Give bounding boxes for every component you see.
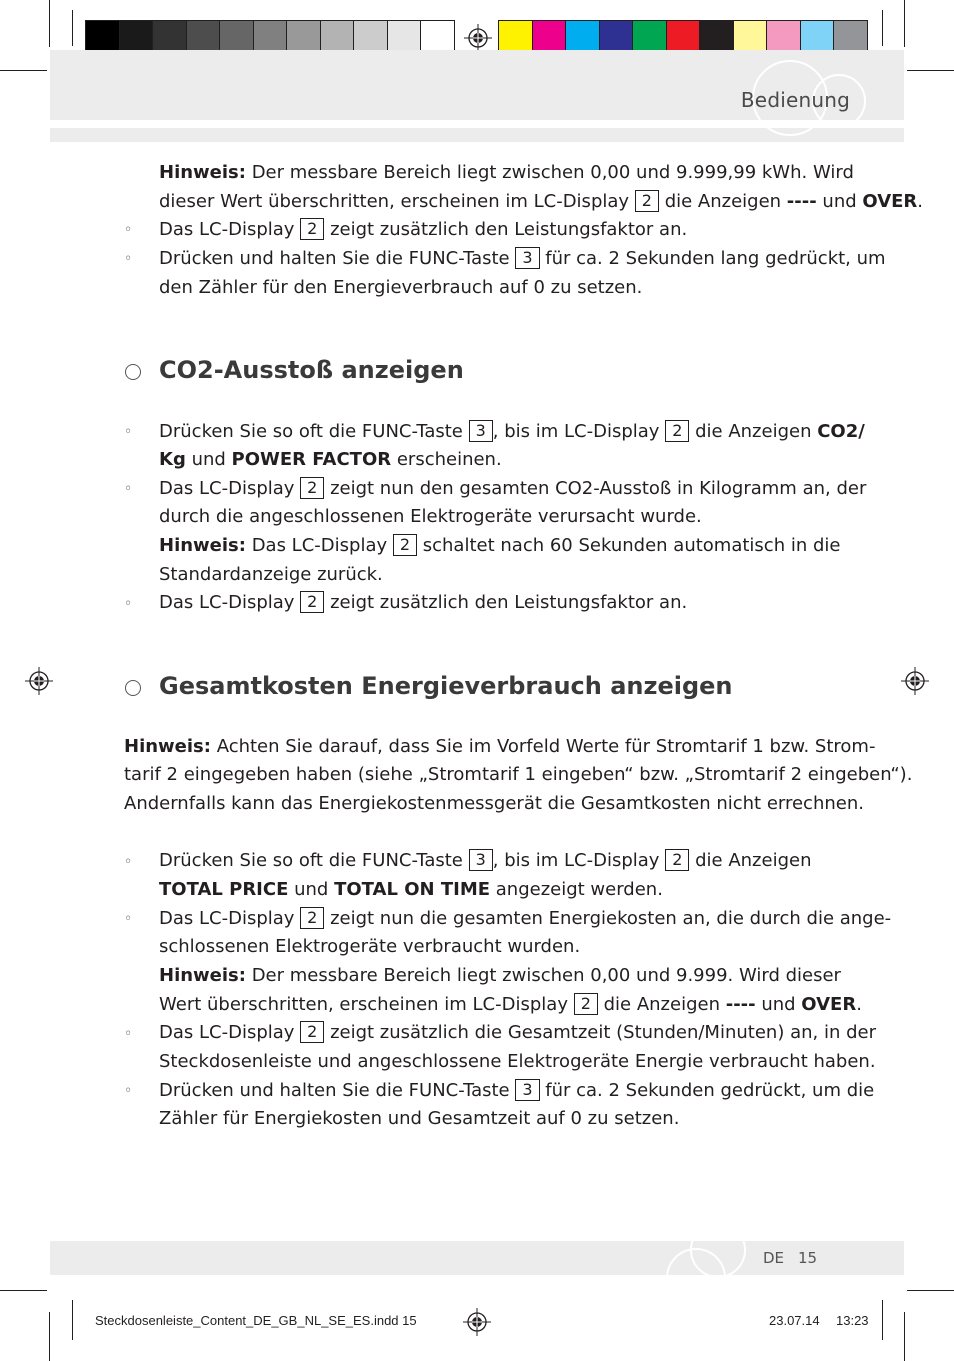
display-ref: 2 bbox=[635, 190, 659, 212]
note-line: Hinweis: Das LC-Display 2 schaltet nach 60 Sekunden automatisch in die bbox=[159, 535, 841, 556]
display-ref: 2 bbox=[300, 1021, 324, 1043]
display-ref: 2 bbox=[300, 591, 324, 613]
crop-mark bbox=[882, 10, 883, 46]
decorative-circle bbox=[690, 1222, 746, 1278]
page-number: 15 bbox=[798, 1249, 818, 1267]
note-line: dieser Wert überschritten, erscheinen im LC-Display 2 die Anzeigen ---- und OVER. bbox=[159, 191, 924, 212]
list-item-cont: Kg und POWER FACTOR erscheinen. bbox=[159, 449, 502, 470]
display-ref: 2 bbox=[665, 849, 689, 871]
heading-circle-icon bbox=[125, 364, 141, 380]
display-ref: 2 bbox=[665, 420, 689, 442]
list-item: Das LC-Display 2 zeigt nun die gesamten Energiekosten an, die durch die ange- bbox=[159, 908, 892, 929]
crop-mark bbox=[907, 1290, 954, 1291]
list-item: Drücken und halten Sie die FUNC-Taste 3 für ca. 2 Sekunden lang gedrückt, um bbox=[159, 248, 886, 269]
list-item-cont: durch die angeschlossenen Elektrogeräte verursacht wurde. bbox=[159, 506, 702, 527]
bullet-icon: ◦ bbox=[124, 424, 133, 440]
crop-mark bbox=[0, 70, 47, 71]
list-item: Das LC-Display 2 zeigt nun den gesamten CO2-Ausstoß in Kilogramm an, der bbox=[159, 478, 867, 499]
section-heading: CO2-Ausstoß anzeigen bbox=[159, 356, 464, 384]
note-line: Wert überschritten, erscheinen im LC-Display 2 die Anzeigen ---- und OVER. bbox=[159, 994, 862, 1015]
bullet-icon: ◦ bbox=[124, 1083, 133, 1099]
list-item: Drücken Sie so oft die FUNC-Taste 3 , bis im LC-Display 2 die Anzeigen bbox=[159, 850, 812, 871]
key-ref: 3 bbox=[469, 420, 493, 442]
list-item-cont: TOTAL PRICE und TOTAL ON TIME angezeigt werden. bbox=[159, 879, 663, 900]
note-line: Standardanzeige zurück. bbox=[159, 564, 383, 585]
crop-mark bbox=[907, 70, 954, 71]
list-item: Drücken und halten Sie die FUNC-Taste 3 für ca. 2 Sekunden gedrückt, um die bbox=[159, 1080, 875, 1101]
key-ref: 3 bbox=[515, 247, 539, 269]
display-ref: 2 bbox=[393, 534, 417, 556]
crop-mark bbox=[0, 1290, 47, 1291]
slug-time: 13:23 bbox=[836, 1313, 869, 1328]
key-ref: 3 bbox=[515, 1079, 539, 1101]
registration-mark-icon bbox=[464, 24, 492, 52]
display-ref: 2 bbox=[300, 218, 324, 240]
bullet-icon: ◦ bbox=[124, 222, 133, 238]
list-item: Drücken Sie so oft die FUNC-Taste 3 , bis im LC-Display 2 die Anzeigen CO2/ bbox=[159, 421, 865, 442]
crop-mark bbox=[72, 1300, 73, 1340]
crop-mark bbox=[904, 1312, 905, 1361]
note-paragraph: Hinweis: Achten Sie darauf, dass Sie im Vorfeld Werte für Stromtarif 1 bzw. Strom- bbox=[124, 736, 876, 757]
display-ref: 2 bbox=[300, 907, 324, 929]
list-item-cont: schlossenen Elektrogeräte verbraucht wurden. bbox=[159, 936, 581, 957]
registration-mark-icon bbox=[25, 667, 53, 695]
crop-mark bbox=[72, 10, 73, 46]
note-paragraph: Andernfalls kann das Energiekostenmessgerät die Gesamtkosten nicht errechnen. bbox=[124, 793, 864, 814]
bullet-icon: ◦ bbox=[124, 911, 133, 927]
section-heading: Gesamtkosten Energieverbrauch anzeigen bbox=[159, 672, 733, 700]
crop-mark bbox=[904, 0, 905, 47]
bullet-icon: ◦ bbox=[124, 854, 133, 870]
note-line: Hinweis: Der messbare Bereich liegt zwischen 0,00 und 9.999,99 kWh. Wird bbox=[159, 162, 854, 183]
slug-filename: Steckdosenleiste_Content_DE_GB_NL_SE_ES.indd 15 bbox=[95, 1313, 417, 1328]
section-title: Bedienung bbox=[740, 88, 850, 112]
note-paragraph: tarif 2 eingegeben haben (siehe „Stromtarif 1 eingeben“ bzw. „Stromtarif 2 eingeben“). bbox=[124, 764, 913, 785]
bullet-icon: ◦ bbox=[124, 596, 133, 612]
heading-circle-icon bbox=[125, 680, 141, 696]
slug-date: 23.07.14 bbox=[769, 1313, 820, 1328]
display-ref: 2 bbox=[300, 477, 324, 499]
list-item: Das LC-Display 2 zeigt zusätzlich den Leistungsfaktor an. bbox=[159, 219, 688, 240]
bullet-icon: ◦ bbox=[124, 1026, 133, 1042]
crop-mark bbox=[49, 0, 50, 47]
list-item-cont: Zähler für Energiekosten und Gesamtzeit auf 0 zu setzen. bbox=[159, 1108, 680, 1129]
note-line: Hinweis: Der messbare Bereich liegt zwischen 0,00 und 9.999. Wird dieser bbox=[159, 965, 841, 986]
display-ref: 2 bbox=[574, 993, 598, 1015]
crop-mark bbox=[49, 1312, 50, 1361]
key-ref: 3 bbox=[469, 849, 493, 871]
bullet-icon: ◦ bbox=[124, 481, 133, 497]
list-item-cont: den Zähler für den Energieverbrauch auf 0 zu setzen. bbox=[159, 277, 643, 298]
list-item: Das LC-Display 2 zeigt zusätzlich die Gesamtzeit (Stunden/Minuten) an, in der bbox=[159, 1022, 876, 1043]
list-item: Das LC-Display 2 zeigt zusätzlich den Leistungsfaktor an. bbox=[159, 592, 688, 613]
bullet-icon: ◦ bbox=[124, 251, 133, 267]
language-code: DE bbox=[763, 1249, 785, 1267]
registration-mark-icon bbox=[463, 1308, 491, 1336]
crop-mark bbox=[882, 1300, 883, 1340]
registration-mark-icon bbox=[901, 667, 929, 695]
list-item-cont: Steckdosenleiste und angeschlossene Elektrogeräte Energie verbraucht haben. bbox=[159, 1051, 876, 1072]
